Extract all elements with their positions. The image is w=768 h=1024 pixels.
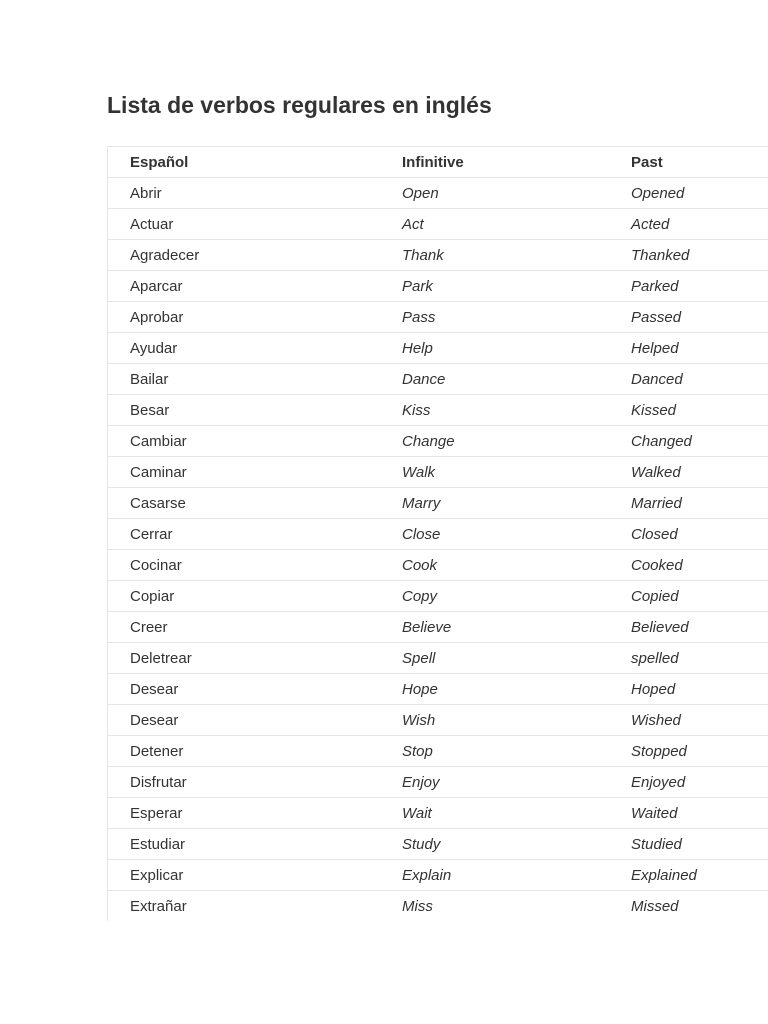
cell-espanol: Actuar [108, 209, 402, 240]
cell-infinitive: Wish [402, 705, 631, 736]
table-row [108, 891, 768, 922]
cell-infinitive: Act [402, 209, 631, 240]
table-row [108, 271, 768, 302]
table-header-row [108, 147, 768, 178]
cell-espanol: Besar [108, 395, 402, 426]
cell-espanol: Detener [108, 736, 402, 767]
cell-espanol: Disfrutar [108, 767, 402, 798]
cell-infinitive: Copy [402, 581, 631, 612]
cell-infinitive: Change [402, 426, 631, 457]
table-row [108, 178, 768, 209]
cell-espanol: Deletrear [108, 643, 402, 674]
cell-espanol: Cocinar [108, 550, 402, 581]
cell-espanol: Bailar [108, 364, 402, 395]
cell-infinitive: Stop [402, 736, 631, 767]
cell-espanol: Aprobar [108, 302, 402, 333]
table-row [108, 798, 768, 829]
cell-infinitive: Marry [402, 488, 631, 519]
page-title: Lista de verbos regulares en inglés [107, 92, 492, 118]
cell-espanol: Desear [108, 674, 402, 705]
cell-espanol: Abrir [108, 178, 402, 209]
cell-past: Acted [631, 209, 768, 240]
table-row [108, 519, 768, 550]
verb-table-body [108, 178, 768, 922]
cell-espanol: Desear [108, 705, 402, 736]
cell-past: Explained [631, 860, 768, 891]
cell-past: Cooked [631, 550, 768, 581]
table-row [108, 488, 768, 519]
table-row [108, 674, 768, 705]
cell-espanol: Caminar [108, 457, 402, 488]
table-row [108, 209, 768, 240]
table-row [108, 302, 768, 333]
cell-infinitive: Cook [402, 550, 631, 581]
cell-espanol: Extrañar [108, 891, 402, 922]
cell-past: Danced [631, 364, 768, 395]
verb-table-container [107, 146, 768, 921]
cell-espanol: Casarse [108, 488, 402, 519]
cell-past: Believed [631, 612, 768, 643]
verb-table [108, 146, 768, 921]
cell-past: Enjoyed [631, 767, 768, 798]
cell-infinitive: Walk [402, 457, 631, 488]
cell-past: Opened [631, 178, 768, 209]
cell-past: Hoped [631, 674, 768, 705]
table-row [108, 550, 768, 581]
table-row [108, 426, 768, 457]
cell-infinitive: Kiss [402, 395, 631, 426]
cell-past: Helped [631, 333, 768, 364]
header-espanol: Español [108, 147, 402, 178]
cell-espanol: Aparcar [108, 271, 402, 302]
cell-espanol: Agradecer [108, 240, 402, 271]
cell-infinitive: Hope [402, 674, 631, 705]
cell-espanol: Ayudar [108, 333, 402, 364]
cell-espanol: Cambiar [108, 426, 402, 457]
cell-infinitive: Help [402, 333, 631, 364]
header-infinitive: Infinitive [402, 147, 631, 178]
table-row [108, 240, 768, 271]
cell-infinitive: Thank [402, 240, 631, 271]
cell-espanol: Explicar [108, 860, 402, 891]
cell-infinitive: Open [402, 178, 631, 209]
cell-past: Studied [631, 829, 768, 860]
cell-past: Kissed [631, 395, 768, 426]
cell-infinitive: Park [402, 271, 631, 302]
cell-infinitive: Wait [402, 798, 631, 829]
table-row [108, 333, 768, 364]
table-row [108, 581, 768, 612]
cell-espanol: Copiar [108, 581, 402, 612]
cell-past: Stopped [631, 736, 768, 767]
cell-past: Waited [631, 798, 768, 829]
cell-past: Copied [631, 581, 768, 612]
table-row [108, 395, 768, 426]
cell-infinitive: Believe [402, 612, 631, 643]
cell-past: Walked [631, 457, 768, 488]
cell-infinitive: Study [402, 829, 631, 860]
table-row [108, 829, 768, 860]
table-row [108, 767, 768, 798]
cell-espanol: Esperar [108, 798, 402, 829]
header-past: Past [631, 147, 768, 178]
cell-past: Changed [631, 426, 768, 457]
cell-infinitive: Explain [402, 860, 631, 891]
cell-past: Married [631, 488, 768, 519]
cell-past: spelled [631, 643, 768, 674]
table-row [108, 860, 768, 891]
cell-infinitive: Spell [402, 643, 631, 674]
table-row [108, 457, 768, 488]
cell-infinitive: Close [402, 519, 631, 550]
table-row [108, 643, 768, 674]
cell-past: Wished [631, 705, 768, 736]
table-row [108, 364, 768, 395]
cell-past: Parked [631, 271, 768, 302]
cell-espanol: Estudiar [108, 829, 402, 860]
cell-infinitive: Pass [402, 302, 631, 333]
cell-past: Passed [631, 302, 768, 333]
cell-past: Closed [631, 519, 768, 550]
cell-infinitive: Dance [402, 364, 631, 395]
table-row [108, 612, 768, 643]
table-row [108, 705, 768, 736]
cell-past: Missed [631, 891, 768, 922]
table-row [108, 736, 768, 767]
cell-espanol: Creer [108, 612, 402, 643]
cell-infinitive: Miss [402, 891, 631, 922]
cell-past: Thanked [631, 240, 768, 271]
cell-infinitive: Enjoy [402, 767, 631, 798]
cell-espanol: Cerrar [108, 519, 402, 550]
